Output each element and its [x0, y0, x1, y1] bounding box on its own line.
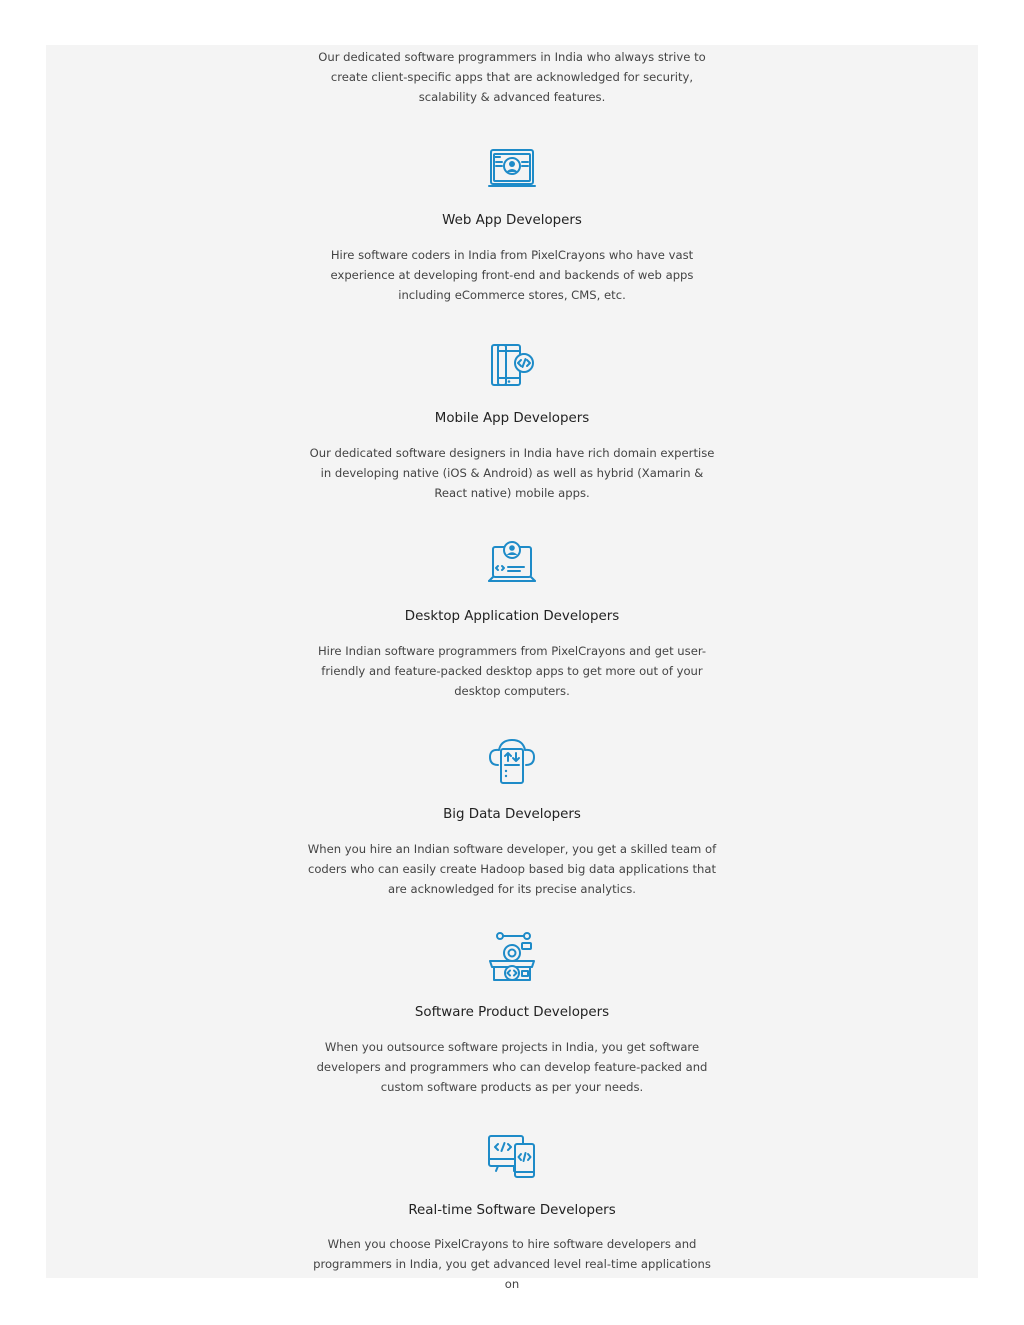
- service-title-big-data: Big Data Developers: [443, 807, 581, 822]
- monitor-phone-code-icon: [486, 1131, 538, 1183]
- service-description-big-data: When you hire an Indian software developer, you get a skilled team of coders who can easily create Hadoop based big data applications that are acknowledged for its precise analytics.: [307, 842, 717, 897]
- service-title-real-time: Real-time Software Developers: [408, 1203, 616, 1218]
- service-description-web-app: Hire software coders in India from PixelCrayons who have vast experience at developing front-end and backends of web apps including eCommerce stores, CMS, etc.: [330, 248, 694, 303]
- intro-description: Our dedicated software programmers in India who always strive to create client-specific apps that are acknowledged for security, scalability & advanced features.: [318, 50, 706, 105]
- service-description-real-time: When you choose PixelCrayons to hire software developers and programmers in India, you get advanced level real-time applications on: [313, 1237, 711, 1292]
- web-app-browser-user-icon: [486, 144, 538, 196]
- service-title-software-product: Software Product Developers: [414, 1005, 610, 1020]
- service-description-desktop-app: Hire Indian software programmers from PixelCrayons and get user-friendly and feature-packed desktop apps to get more out of your desktop computers.: [317, 644, 707, 699]
- laptop-developer-icon: [486, 539, 538, 591]
- service-title-web-app: Web App Developers: [442, 213, 582, 228]
- service-description-software-product: When you outsource software projects in India, you get software developers and programmers who can develop feature-packed and custom software products as per your needs.: [316, 1040, 708, 1095]
- software-product-box-icon: [486, 931, 538, 983]
- cloud-data-transfer-icon: [486, 735, 538, 787]
- service-description-mobile-app: Our dedicated software designers in India have rich domain expertise in developing native (iOS & Android) as well as hybrid (Xamarin & React native) mobile apps.: [309, 446, 715, 501]
- services-panel: [46, 45, 978, 1292]
- service-title-mobile-app: Mobile App Developers: [434, 411, 590, 426]
- service-title-desktop-app: Desktop Application Developers: [404, 609, 620, 624]
- mobile-code-icon: [486, 341, 538, 393]
